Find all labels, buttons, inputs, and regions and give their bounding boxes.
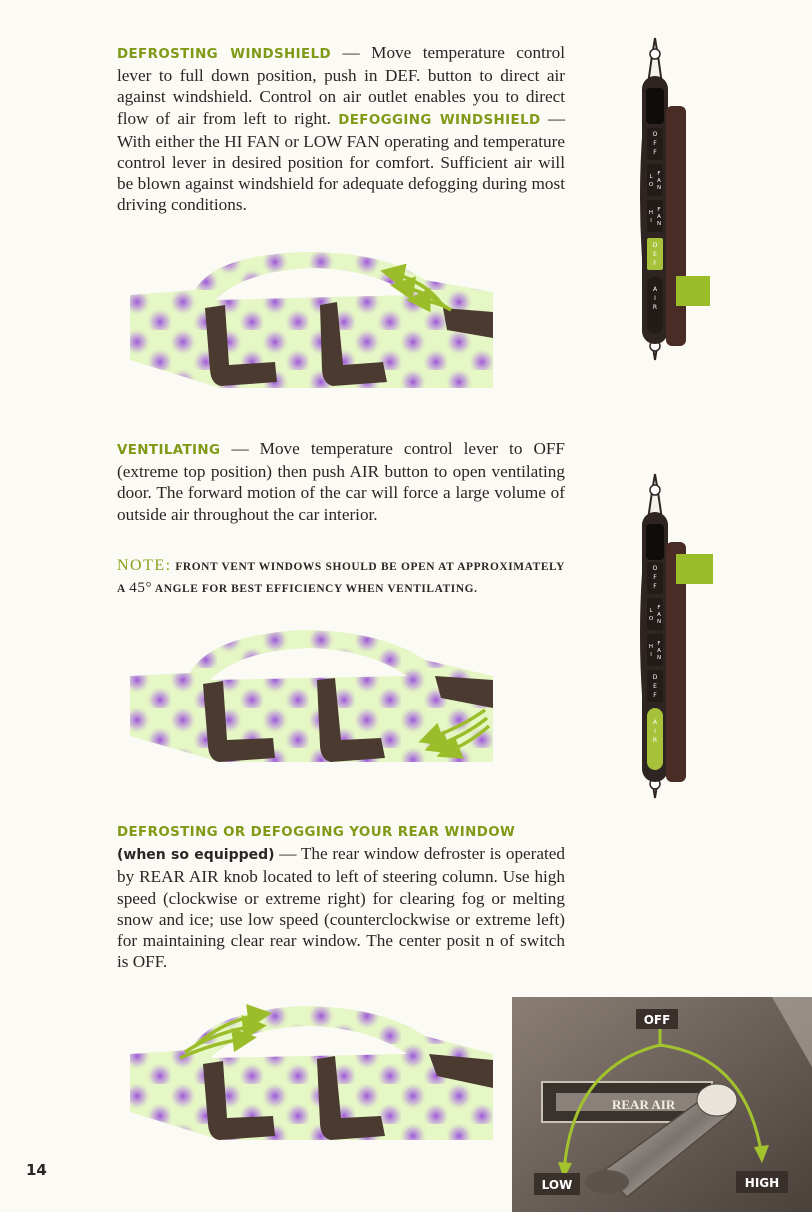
- svg-text:I: I: [654, 728, 656, 735]
- control-panel-def: [620, 36, 710, 362]
- svg-text:F: F: [657, 641, 661, 647]
- svg-text:F: F: [653, 149, 657, 156]
- svg-text:I: I: [654, 295, 656, 302]
- svg-text:H: H: [648, 210, 654, 216]
- rear-car-illustration: [125, 1004, 497, 1142]
- svg-text:A: A: [657, 648, 661, 654]
- svg-text:A: A: [657, 612, 661, 618]
- svg-text:O: O: [648, 616, 654, 622]
- svg-text:A: A: [652, 719, 658, 726]
- svg-text:R: R: [652, 737, 658, 744]
- rear-text: — The rear window defroster is operated by REAR AIR knob located to left of steering column. Use high speed (clockwise or extreme right) for clearing fog or melting snow and ice; use low speed (counterclockwise or extreme left) for maintaining clear rear window. The center posit n of switch is OFF.: [117, 844, 566, 972]
- knob-low-label: LOW: [541, 1178, 573, 1192]
- svg-text:D: D: [652, 674, 658, 681]
- svg-text:O: O: [652, 131, 658, 138]
- svg-text:A: A: [652, 286, 658, 293]
- svg-text:F: F: [653, 692, 657, 699]
- svg-text:F: F: [653, 574, 657, 581]
- svg-text:A: A: [657, 178, 661, 184]
- note-text-after: ANGLE FOR BEST EFFICIENCY WHEN VENTILATING.: [154, 583, 478, 595]
- svg-text:F: F: [653, 260, 657, 267]
- defog-text: — With either the HI FAN or LOW FAN operating and temperature control lever in desired position for comfort. Sufficient air will be blown against windshield for adequate defogging during most driving conditions.: [117, 108, 565, 215]
- note-label: NOTE:: [117, 557, 172, 574]
- svg-text:L: L: [649, 174, 653, 180]
- defog-heading: DEFOGGING WINDSHIELD: [338, 112, 541, 128]
- svg-text:R: R: [652, 304, 658, 311]
- svg-text:F: F: [657, 207, 661, 213]
- svg-text:E: E: [653, 251, 657, 258]
- svg-text:I: I: [650, 218, 652, 224]
- svg-text:H: H: [648, 644, 654, 650]
- svg-text:I: I: [650, 652, 652, 658]
- svg-text:N: N: [656, 655, 662, 661]
- note-paragraph: [117, 555, 565, 600]
- svg-text:O: O: [648, 182, 654, 188]
- knob-off-label: OFF: [643, 1013, 671, 1027]
- rear-air-knob-label: REAR AIR: [612, 1097, 676, 1112]
- svg-text:F: F: [657, 605, 661, 611]
- note-degree: 45°: [129, 580, 153, 596]
- svg-text:F: F: [653, 140, 657, 147]
- svg-text:F: F: [657, 171, 661, 177]
- svg-text:E: E: [653, 683, 657, 690]
- ventilate-heading: VENTILATING: [117, 443, 221, 458]
- svg-text:O: O: [652, 565, 658, 572]
- svg-text:N: N: [656, 185, 662, 191]
- note-text-before: FRONT VENT WINDOWS SHOULD BE OPEN AT APPROXIMATELY A: [117, 561, 565, 595]
- ventilate-paragraph: [117, 438, 565, 525]
- defrost-car-illustration: [125, 250, 525, 390]
- knob-high-label: HIGH: [744, 1176, 780, 1190]
- svg-text:N: N: [656, 221, 662, 227]
- svg-text:L: L: [649, 608, 653, 614]
- defrost-paragraph: [117, 42, 565, 216]
- page-number: 14: [26, 1161, 47, 1179]
- svg-text:F: F: [653, 583, 657, 590]
- rear-air-knob-photo: [512, 997, 812, 1212]
- defrost-heading: DEFROSTING WINDSHIELD: [117, 47, 332, 62]
- svg-text:A: A: [657, 214, 661, 220]
- rear-heading: DEFROSTING OR DEFOGGING YOUR REAR WINDOW: [117, 825, 516, 840]
- svg-text:D: D: [652, 242, 658, 249]
- rear-paragraph: [117, 820, 565, 972]
- defrost-text: — Move temperature control lever to full down position, push in DEF. button to direct air against windshield. Control on air outlet enables you to direct flow of air from left to right.: [117, 43, 565, 128]
- rear-subheading: (when so equipped): [117, 847, 275, 864]
- ventilate-car-illustration: [125, 628, 497, 764]
- svg-text:N: N: [656, 619, 662, 625]
- ventilate-text: — Move temperature control lever to OFF (extreme top position) then push AIR button to open ventilating door. The forward motion of the car will force a large volume of outside air throughout the car interior.: [117, 439, 565, 524]
- control-panel-air: [620, 472, 715, 800]
